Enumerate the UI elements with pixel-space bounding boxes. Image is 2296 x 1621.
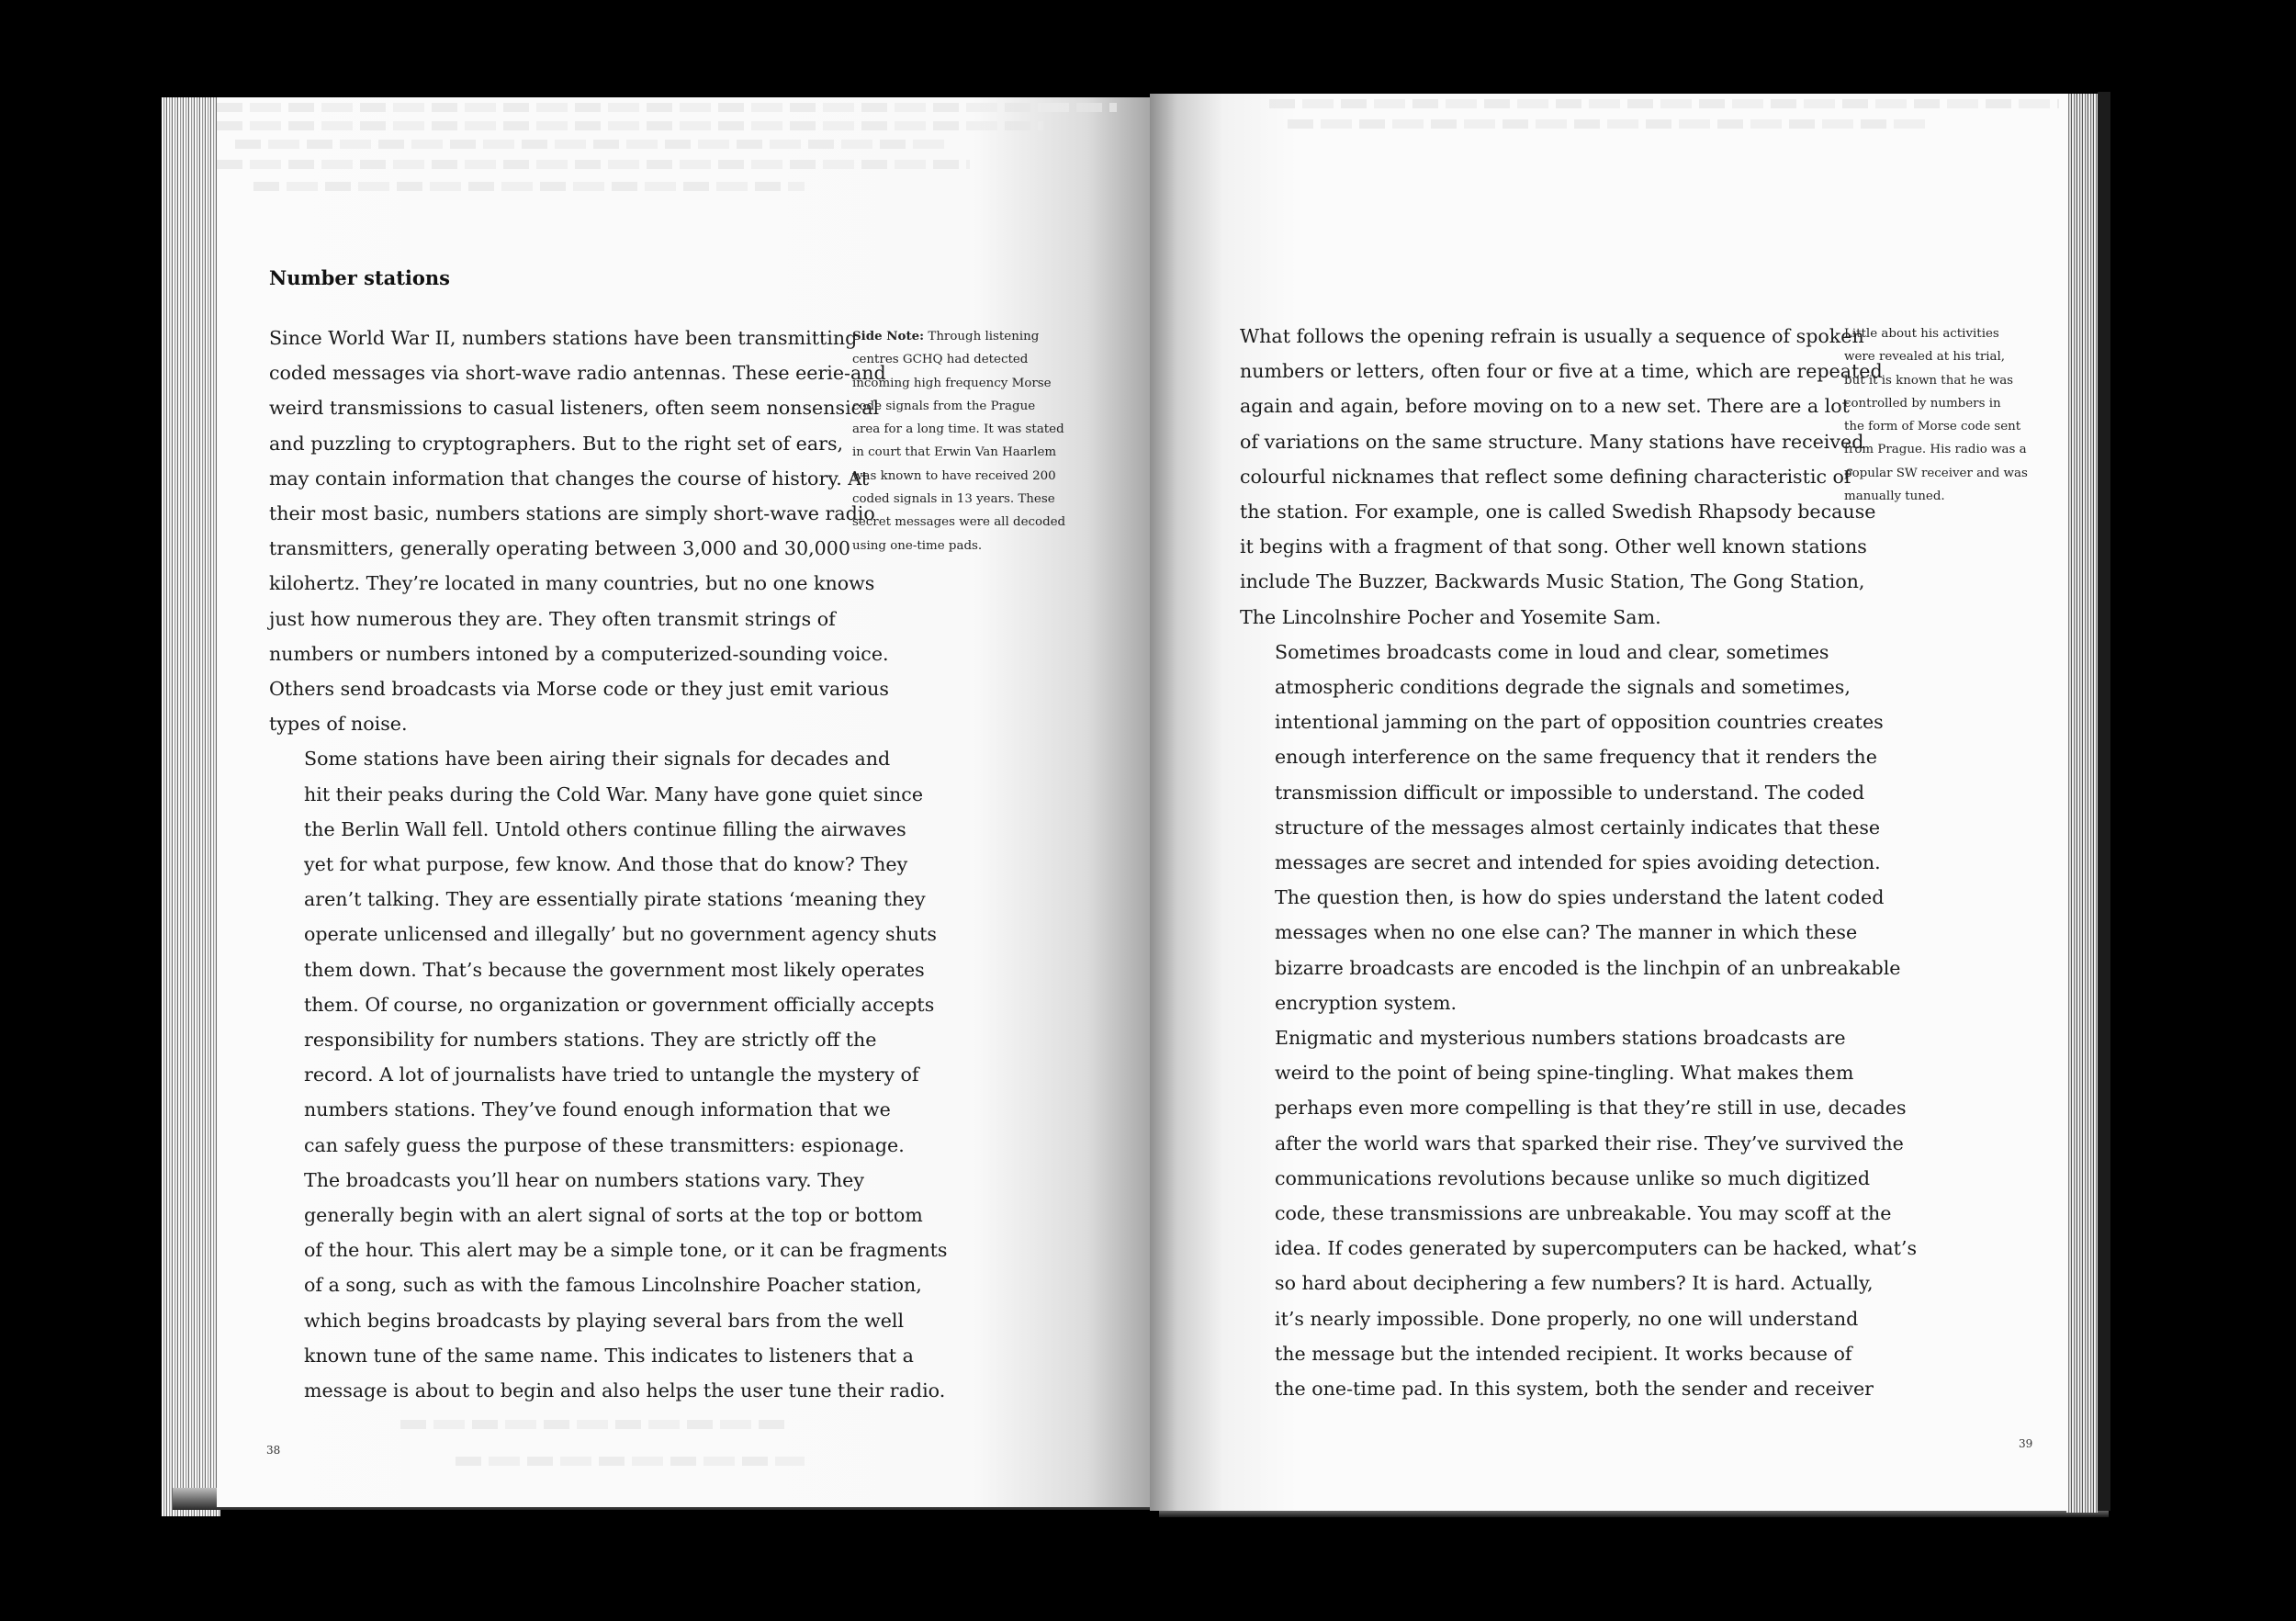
side-note-line: Little about his activities (1844, 327, 1999, 341)
text-line: The Lincolnshire Pocher and Yosemite Sam. (1240, 605, 1661, 628)
text-line: it’s nearly impossible. Done properly, no one will understand (1275, 1307, 1859, 1330)
text-line: hit their peaks during the Cold War. Many have gone quiet since (304, 782, 924, 805)
text-line: the station. For example, one is called Swedish Rhapsody because (1240, 501, 1876, 523)
text-line: may contain information that changes the course of history. At (269, 467, 870, 490)
paragraph (269, 1163, 948, 1408)
text-line: bizarre broadcasts are encoded is the linchpin of an unbreakable (1275, 956, 1901, 979)
side-note-line: but it is known that he was (1844, 373, 2014, 388)
text-line: the Berlin Wall fell. Untold others continue filling the airwaves (304, 817, 906, 840)
text-line: of variations on the same structure. Many stations have received (1240, 430, 1864, 453)
side-note-first-line-text: Through listening (924, 330, 1040, 343)
text-line: Sometimes broadcasts come in loud and clear, sometimes (1275, 640, 1829, 663)
text-line: code, these transmissions are unbreakable. You may scoff at the (1275, 1202, 1892, 1225)
side-note-line: code signals from the Prague (852, 399, 1036, 413)
text-line: just how numerous they are. They often transmit strings of (269, 607, 836, 630)
text-line: coded messages via short-wave radio antennas. These eerie-and (269, 362, 886, 385)
side-note-first-line (852, 325, 1073, 348)
text-line: operate unlicensed and illegally’ but no government agency shuts (304, 923, 937, 946)
text-line: Others send broadcasts via Morse code or they just emit various (269, 678, 889, 701)
text-line: structure of the messages almost certainly indicates that these (1275, 816, 1881, 839)
text-line: can safely guess the purpose of these transmitters: espionage. (304, 1133, 905, 1156)
paragraph (269, 741, 937, 1162)
side-note-label: Side Note: (852, 329, 925, 343)
text-line: them down. That’s because the government most likely operates (304, 958, 925, 981)
text-line: their most basic, numbers stations are simply short-wave radio (269, 502, 875, 525)
text-line: after the world wars that sparked their rise. They’ve survived the (1275, 1131, 1904, 1154)
text-line: encryption system. (1275, 991, 1458, 1014)
text-line: colourful nicknames that reflect some defining characteristic of (1240, 465, 1851, 488)
page-stack-edge-right (2066, 94, 2098, 1513)
show-through-text (217, 121, 1043, 130)
show-through-text (217, 160, 970, 169)
text-line: responsibility for numbers stations. They are strictly off the (304, 1029, 877, 1052)
show-through-text (217, 103, 1117, 112)
text-line: Some stations have been airing their signals for decades and (304, 748, 891, 771)
text-line: The question then, is how do spies understand the latent coded (1275, 886, 1885, 909)
text-line: idea. If codes generated by supercomputers can be hacked, what’s (1275, 1237, 1918, 1260)
side-note-line: manually tuned. (1844, 490, 1945, 504)
left-page (217, 97, 1163, 1507)
show-through-text (253, 182, 805, 191)
text-line: numbers or numbers intoned by a computerized-sounding voice. (269, 642, 889, 665)
text-line: them. Of course, no organization or government officially accepts (304, 993, 935, 1016)
text-line: and puzzling to cryptographers. But to the right set of ears, (269, 432, 844, 455)
text-line: transmitters, generally operating between 3,000 and 30,000 (269, 537, 850, 560)
text-line: communications revolutions because unlike so much digitized (1275, 1166, 1871, 1189)
text-line: Since World War II, numbers stations have been transmitting (269, 327, 858, 349)
paragraph (1240, 1020, 1918, 1406)
text-line: yet for what purpose, few know. And those that do know? They (304, 853, 908, 876)
text-line: generally begin with an alert signal of sorts at the top or bottom (304, 1204, 923, 1227)
paragraph (1240, 319, 1883, 635)
side-note-line: controlled by numbers in (1844, 396, 2001, 411)
text-line: enough interference on the same frequency that it renders the (1275, 746, 1877, 769)
right-page (1150, 94, 2068, 1511)
text-line: the message but the intended recipient. It works because of (1275, 1342, 1852, 1365)
side-note-line: in court that Erwin Van Haarlem (852, 445, 1057, 460)
show-through-text (235, 140, 951, 149)
page-number-right: 39 (2019, 1437, 2033, 1450)
text-line: atmospheric conditions degrade the signals and sometimes, (1275, 676, 1851, 699)
text-line: types of noise. (269, 713, 408, 736)
text-line: messages are secret and intended for spies avoiding detection. (1275, 851, 1881, 874)
text-line: known tune of the same name. This indicates to listeners that a (304, 1344, 914, 1367)
side-note-line: using one-time pads. (852, 538, 983, 553)
text-line: of the hour. This alert may be a simple tone, or it can be fragments (304, 1239, 948, 1262)
show-through-text (1269, 99, 2059, 108)
text-line: transmission difficult or impossible to understand. The coded (1275, 781, 1865, 804)
side-note-line: secret messages were all decoded (852, 515, 1066, 530)
text-line: intentional jamming on the part of opposition countries creates (1275, 711, 1884, 734)
section-heading: Number stations (269, 266, 451, 289)
side-note-right (1844, 322, 2065, 508)
show-through-text (1288, 119, 1930, 129)
text-line: The broadcasts you’ll hear on numbers stations vary. They (304, 1168, 864, 1191)
side-note-line: incoming high frequency Morse (852, 376, 1052, 390)
side-note-line: coded signals in 13 years. These (852, 492, 1055, 507)
text-line: numbers or letters, often four or five at a time, which are repeated (1240, 360, 1883, 383)
page-stack-edge-left (162, 97, 220, 1516)
text-line: What follows the opening refrain is usually a sequence of spoken (1240, 325, 1864, 347)
text-line: so hard about deciphering a few numbers? It is hard. Actually, (1275, 1272, 1874, 1295)
text-line: which begins broadcasts by playing several bars from the well (304, 1309, 905, 1332)
text-line: again and again, before moving on to a new set. There are a lot (1240, 395, 1850, 418)
side-note-line: from Prague. His radio was a (1844, 443, 2027, 457)
paragraph (1240, 635, 1901, 1020)
text-line: of a song, such as with the famous Lincolnshire Poacher station, (304, 1274, 922, 1297)
page-number-left: 38 (266, 1444, 281, 1457)
text-line: kilohertz. They’re located in many countries, but no one knows (269, 572, 875, 595)
show-through-text (400, 1420, 786, 1429)
text-line: aren’t talking. They are essentially pirate stations ‘meaning they (304, 888, 926, 911)
cover-edge-right (2098, 92, 2110, 1511)
side-note-line: the form of Morse code sent (1844, 420, 2021, 434)
text-line: numbers stations. They’ve found enough information that we (304, 1098, 891, 1121)
text-line: perhaps even more compelling is that they’re still in use, decades (1275, 1097, 1907, 1120)
text-line: Enigmatic and mysterious numbers stations broadcasts are (1275, 1027, 1846, 1050)
side-note-left (852, 325, 1073, 557)
side-note-line: centres GCHQ had detected (852, 353, 1029, 367)
side-note-line: was known to have received 200 (852, 468, 1056, 483)
text-line: include The Buzzer, Backwards Music Station, The Gong Station, (1240, 570, 1865, 593)
text-line: record. A lot of journalists have tried to untangle the mystery of (304, 1064, 919, 1086)
side-note-line: were revealed at his trial, (1844, 350, 2006, 365)
text-line: the one-time pad. In this system, both the sender and receiver (1275, 1378, 1874, 1401)
text-line: weird transmissions to casual listeners, often seem nonsensical (269, 397, 880, 420)
side-note-line: popular SW receiver and was (1844, 466, 2028, 480)
text-line: weird to the point of being spine-tingling. What makes them (1275, 1062, 1854, 1085)
show-through-text (456, 1457, 805, 1466)
text-line: it begins with a fragment of that song. Other well known stations (1240, 535, 1867, 558)
text-line: message is about to begin and also helps the user tune their radio. (304, 1379, 946, 1402)
text-line: messages when no one else can? The manner in which these (1275, 921, 1858, 944)
side-note-line: area for a long time. It was stated (852, 422, 1064, 437)
